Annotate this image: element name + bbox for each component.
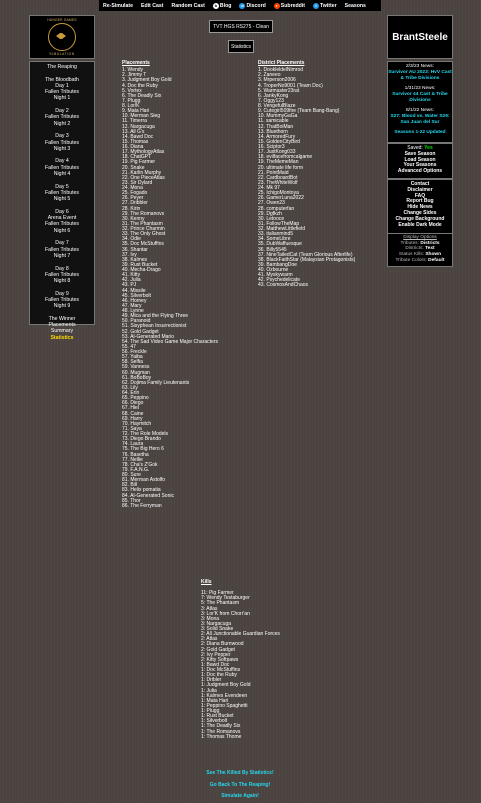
kill-item: 2: Kitty Softpaws bbox=[201, 656, 239, 663]
twitter-icon: t bbox=[313, 3, 319, 9]
district-placement-item: 6. JankyKong bbox=[258, 92, 289, 99]
placement-item: 1. Wendy bbox=[122, 67, 144, 74]
placement-item: 23. Sir Dylard bbox=[122, 179, 153, 186]
placement-item: 44. Missile bbox=[122, 287, 146, 294]
option-value: Districts bbox=[420, 240, 440, 246]
placement-item: 26. Peyer bbox=[122, 195, 144, 202]
nav-discord[interactable] bbox=[235, 3, 269, 9]
district-placement-item: 32. MatthewLittlefield bbox=[258, 226, 305, 232]
news-date-1: 2/3/23 News: bbox=[406, 64, 434, 69]
district-placement-item: 1. DookleldelNimrod bbox=[258, 67, 304, 74]
kill-item: 1: Mata Hari bbox=[201, 697, 229, 704]
reaping-nav-item[interactable]: Fallen Tributes bbox=[44, 89, 80, 96]
reaping-nav-item[interactable]: Night 2 bbox=[53, 120, 71, 127]
placement-item: 77. Nellie bbox=[122, 456, 143, 463]
option-key: Tributes: bbox=[400, 240, 419, 246]
reaping-current-statistics: Statistics bbox=[50, 334, 74, 341]
reaping-nav-item[interactable]: Fallen Tributes bbox=[44, 296, 80, 303]
blog-icon: b bbox=[214, 2, 218, 8]
placement-item: 28. Kirin bbox=[122, 205, 141, 212]
placement-item: 32. Prince Charmin bbox=[122, 226, 165, 232]
placement-item: 39. Rust Bucket bbox=[122, 261, 158, 268]
placement-item: 70. Haymitch bbox=[122, 420, 152, 427]
placement-item: 60. Mugman bbox=[122, 369, 150, 376]
killed-by-statistics-link[interactable]: See The Killed By Statistics! bbox=[206, 770, 274, 776]
nav-twitter[interactable] bbox=[309, 3, 341, 9]
nav-subreddit-label: Subreddit bbox=[280, 2, 305, 9]
reaping-nav-item[interactable]: Day 8 bbox=[55, 265, 69, 272]
kill-item: 1: Thomas Thome bbox=[201, 733, 242, 740]
placement-item: 16. Diana bbox=[122, 144, 144, 150]
placement-item: 56. Freckle bbox=[122, 349, 147, 355]
reaping-nav-item[interactable]: Day 7 bbox=[55, 240, 69, 247]
placement-item: 81. Merman Astolfo bbox=[122, 477, 166, 484]
placement-item: 15. Thomas bbox=[122, 138, 149, 145]
placement-item: 25. Fogado bbox=[122, 190, 148, 197]
kill-item: 2: Atlas bbox=[201, 636, 218, 643]
district-placement-item: 28. computerfan bbox=[258, 205, 295, 212]
display-options-box bbox=[387, 233, 453, 267]
kill-item: 2: Diana Burnwood bbox=[201, 641, 244, 648]
option-key: Status Kills: bbox=[398, 252, 424, 258]
placement-item: 85. Thor bbox=[122, 497, 141, 504]
reaping-nav-item[interactable]: Day 3 bbox=[55, 133, 69, 140]
district-placement-item: 30. Letooce bbox=[258, 215, 285, 222]
kill-item: 2: Gold Gadget bbox=[201, 646, 235, 653]
district-placement-item: 12. ThatBoiMan bbox=[258, 123, 294, 130]
display-option-row[interactable] bbox=[388, 258, 452, 264]
district-placement-item: 16. Sciptor3 bbox=[258, 144, 285, 150]
contact-box bbox=[387, 179, 453, 234]
reaping-nav-item[interactable]: Night 1 bbox=[53, 95, 71, 102]
district-placement-item: 2. Zaneeo bbox=[258, 72, 281, 79]
reaping-nav-item[interactable]: Fallen Tributes bbox=[44, 221, 80, 228]
district-placement-item: 39. BambangDoe bbox=[258, 261, 297, 268]
nav-seasons[interactable]: Seasons bbox=[344, 2, 366, 9]
top-nav bbox=[99, 0, 381, 11]
placement-item: 34. Odie bbox=[122, 236, 141, 243]
district-placement-item: 19. TheMemeMan bbox=[258, 159, 299, 166]
district-placement-item: 36. Billy5545 bbox=[258, 246, 287, 253]
placement-item: 22. One PieceAtlas bbox=[122, 174, 165, 181]
placement-item: 5. Vortex bbox=[122, 87, 142, 94]
placement-item: 7. Plugg bbox=[122, 97, 141, 104]
district-placement-item: 24. Mk 97 bbox=[258, 185, 280, 191]
reaping-nav-item[interactable]: Fallen Tributes bbox=[44, 164, 80, 171]
placement-item: 75. The Big Hero 6 bbox=[122, 446, 164, 453]
nav-edit-cast[interactable]: Edit Cast bbox=[140, 2, 164, 9]
placement-item: 47. Mary bbox=[122, 302, 142, 309]
reddit-icon: r bbox=[274, 3, 280, 9]
mockingjay-icon bbox=[48, 23, 76, 51]
disclaimer-link[interactable]: Disclaimer bbox=[407, 186, 433, 193]
nav-blog[interactable] bbox=[209, 3, 236, 9]
placement-item: 6. The Deadly Six bbox=[122, 92, 162, 99]
placement-item: 33. The Only Ghost bbox=[122, 231, 166, 238]
placement-item: 53. AI-Generated Mario bbox=[122, 333, 174, 340]
option-key: Districts: bbox=[405, 246, 424, 252]
kill-item: 2: All Junctionable Guardian Forces bbox=[201, 631, 280, 638]
district-placement-item: 42. Psychedelicate bbox=[258, 277, 300, 284]
district-placement-item: 38. BlackFaithStar (Malaysian Protagonists) bbox=[258, 256, 356, 263]
district-placement-item: 9. Cutegirl509fire (Team Bang-Bang) bbox=[258, 108, 340, 115]
placements-list bbox=[122, 61, 218, 509]
placement-item: 55. 47 bbox=[122, 343, 136, 350]
placements-heading: Placements bbox=[122, 60, 150, 66]
placement-item: 86. The Ferryman bbox=[122, 502, 162, 509]
placement-item: 66. Diego bbox=[122, 400, 144, 407]
placement-item: 76. Basetha bbox=[122, 451, 149, 458]
district-placement-item: 5. Warmaster23rat bbox=[258, 87, 300, 94]
placement-item: 84. AI-Generated Sonic bbox=[122, 492, 174, 499]
reaping-nav-item[interactable]: Fallen Tributes bbox=[44, 114, 80, 121]
district-placements-list bbox=[258, 61, 355, 289]
kill-item: 5: The Phantasm bbox=[201, 600, 239, 607]
placement-item: 46. Horney bbox=[122, 297, 147, 304]
kill-item: 1: Doc McStuffins bbox=[201, 667, 241, 673]
placement-item: 37. Ivy bbox=[122, 251, 137, 258]
placement-item: 57. Yaiba bbox=[122, 354, 143, 361]
reaping-nav-item[interactable]: The Bloodbath bbox=[45, 76, 79, 83]
placement-item: 49. Mica and the Flying Three bbox=[122, 313, 189, 320]
placement-item: 11. Timerra bbox=[122, 118, 147, 125]
reaping-nav-item[interactable]: Night 3 bbox=[53, 145, 71, 152]
kill-item: 1: The Romanovs bbox=[201, 728, 241, 735]
kill-item: 1: Dribler bbox=[201, 677, 222, 684]
reaping-nav-item[interactable]: Fallen Tributes bbox=[44, 189, 80, 196]
back-to-reaping-link[interactable]: Go Back To The Reaping! bbox=[209, 781, 271, 788]
reaping-nav-item[interactable]: Night 6 bbox=[53, 227, 71, 234]
placement-item: 29. The Romanovs bbox=[122, 210, 165, 217]
placement-item: 71. Saya bbox=[122, 425, 142, 432]
kill-item: 2: Ivy Pepper bbox=[201, 651, 231, 658]
statistics-button[interactable]: Statistics bbox=[228, 40, 254, 53]
placement-item: 40. Mecha-Drago bbox=[122, 267, 161, 273]
reaping-nav-item[interactable]: Fallen Tributes bbox=[44, 271, 80, 278]
reaping-nav-item[interactable]: Day 4 bbox=[55, 158, 69, 165]
district-placement-item: 11. samicable bbox=[258, 118, 289, 125]
reaping-nav-item[interactable]: Day 9 bbox=[55, 290, 69, 297]
placement-item: 58. Selfia bbox=[122, 359, 143, 366]
reaping-nav-item[interactable]: Day 2 bbox=[55, 108, 69, 115]
district-placement-item: 14. ArmoredFury bbox=[258, 133, 296, 140]
placement-item: 27. Dribbler bbox=[122, 200, 148, 207]
placement-item: 8. Lor/K bbox=[122, 103, 140, 109]
change-background-link[interactable]: Change Background bbox=[395, 215, 445, 222]
district-placement-item: 41. Myskywarm bbox=[258, 272, 293, 279]
placement-item: 4. Doc the Ruby bbox=[122, 82, 158, 89]
placement-item: 45. Silverbolt bbox=[122, 292, 151, 299]
placement-item: 30. Kenny bbox=[122, 215, 145, 222]
district-placements-heading: District Placements bbox=[258, 60, 305, 66]
logo-bottom-text: SIMULATION bbox=[49, 52, 75, 56]
reaping-nav-item[interactable]: Night 7 bbox=[53, 252, 71, 259]
reaping-nav-item[interactable]: Placements bbox=[48, 322, 76, 329]
district-placement-item: 21. PointMaid bbox=[258, 169, 289, 176]
placement-item: 68. Caine bbox=[122, 410, 144, 417]
placement-item: 36. Shantar bbox=[122, 246, 148, 253]
season-title: TVT HGS RS275 - Clean bbox=[209, 20, 273, 33]
kill-item: 1: Peppino Spaghetti bbox=[201, 702, 248, 709]
saved-value: Yes bbox=[424, 145, 433, 151]
placement-item: 21. Karlin Murphy bbox=[122, 169, 162, 176]
logo-top-text: HUNGER GAMES bbox=[47, 18, 77, 22]
display-options-title: Display Options bbox=[403, 235, 437, 240]
news-link-1[interactable]: Survivor AU 2023: HvV Cast & Tribe Divisions bbox=[388, 70, 452, 81]
kill-item: 1: Doc the Ruby bbox=[201, 672, 237, 679]
district-placement-item: 8. VengefulBlaze bbox=[258, 103, 296, 109]
kill-item: 1: Bawd Doc bbox=[201, 661, 230, 668]
placement-item: 64. Erin bbox=[122, 390, 140, 396]
placement-item: 18. ChatGPT bbox=[122, 154, 152, 161]
district-placement-item: 3. Mrperson2006 bbox=[258, 77, 296, 84]
saved-box bbox=[387, 143, 453, 179]
kill-item: 3: Atlas bbox=[201, 605, 218, 612]
placement-item: 61. BoBoBoy bbox=[122, 374, 152, 381]
placement-item: 51. Sisyphean Insurrectionist bbox=[122, 323, 187, 330]
report-bug-link[interactable]: Report Bug bbox=[406, 198, 434, 205]
kill-item: 1: The Deadly Six bbox=[201, 723, 241, 730]
reaping-title[interactable]: The Reaping bbox=[47, 64, 77, 70]
option-value: Shown bbox=[425, 252, 442, 258]
nav-discord-label: Discord bbox=[246, 2, 266, 9]
reaping-nav-item[interactable]: Night 8 bbox=[53, 278, 71, 285]
placement-item: 48. Lynne bbox=[122, 308, 144, 314]
your-seasons-button[interactable]: Your Seasons bbox=[403, 162, 437, 169]
placement-item: 35. Doc McStuffins bbox=[122, 241, 164, 248]
placement-item: 67. Hiel bbox=[122, 405, 139, 412]
reaping-nav bbox=[29, 61, 95, 341]
district-placement-item: 29. Dgfkzh bbox=[258, 210, 282, 217]
contact-link[interactable]: Contact bbox=[410, 181, 430, 187]
district-placement-item: 22. CardboardBot bbox=[258, 174, 298, 181]
placement-item: 10. Merman Sieg bbox=[122, 113, 161, 120]
placement-item: 14. Bawd Doc bbox=[122, 133, 154, 140]
kill-item: 7: Wendy Testaburger bbox=[201, 595, 250, 602]
news-link-3[interactable]: S27: Blood vs. Water S29: San Juan del Sur bbox=[390, 114, 450, 125]
district-placement-item: 35. DubWaffuesque bbox=[258, 241, 302, 248]
nav-resimulate[interactable]: Re-Simulate bbox=[103, 2, 133, 9]
advanced-options-button[interactable]: Advanced Options bbox=[397, 168, 443, 175]
news-date-3: 8/1/22 News: bbox=[406, 108, 434, 113]
placement-item: 24. Mona bbox=[122, 185, 143, 191]
brand-logo[interactable]: BrantSteele bbox=[387, 15, 453, 59]
district-placement-item: 40. Ozbourne bbox=[258, 267, 289, 273]
placement-item: 17. MythologyAtlas bbox=[122, 149, 165, 156]
news-date-2: 1/31/23 News: bbox=[404, 86, 436, 91]
reaping-nav-item[interactable]: Summary bbox=[50, 328, 74, 335]
nav-twitter-label: Twitter bbox=[319, 2, 337, 9]
kills-list bbox=[201, 580, 280, 740]
news-link-2[interactable]: Survivor 44 Cast & Tribe Divisions bbox=[392, 92, 448, 103]
kill-item: 11: Pig Farmer bbox=[201, 590, 234, 597]
district-placement-item: 18. evilfacefromcalgame bbox=[258, 154, 313, 161]
kill-item: 1: Julia bbox=[201, 687, 217, 694]
bottom-links bbox=[200, 768, 280, 803]
placement-item: 69. Harry bbox=[122, 415, 143, 422]
reaping-nav-item[interactable]: Night 4 bbox=[53, 171, 71, 178]
reaping-nav-item[interactable]: The Winner bbox=[48, 315, 76, 322]
simulator-logo[interactable] bbox=[29, 15, 95, 59]
nav-blog-label: Blog bbox=[219, 2, 232, 9]
news-box bbox=[387, 61, 453, 143]
district-placement-item: 43. CosmosAndChaos bbox=[258, 282, 309, 289]
placement-item: 19. Pig Farmer bbox=[122, 159, 156, 166]
placement-item: 42. Julia bbox=[122, 277, 141, 284]
news-seasons-updated[interactable]: Seasons 1-22 Updated bbox=[394, 130, 446, 135]
placement-item: 12. Nargacuga bbox=[122, 123, 155, 130]
district-placement-item: 7. Oggy123 bbox=[258, 97, 284, 104]
nav-random-cast[interactable]: Random Cast bbox=[171, 2, 205, 9]
placement-item: 74. Laura bbox=[122, 441, 144, 448]
reaping-nav-item[interactable]: Night 9 bbox=[53, 303, 71, 310]
placement-item: 80. Sure bbox=[122, 472, 141, 478]
kill-item: 3: Lor'K from Chorr'an bbox=[201, 610, 250, 617]
load-season-button[interactable]: Load Season bbox=[404, 156, 436, 163]
placement-item: 54. The Sad Video Game Major Characters bbox=[122, 338, 218, 345]
placement-item: 41. Kitty bbox=[122, 272, 141, 279]
district-placement-item: 26. GamerLuna2022 bbox=[258, 195, 304, 202]
save-season-button[interactable]: Save Season bbox=[404, 150, 436, 157]
placement-item: 78. Cha's Z'Gok bbox=[122, 461, 158, 468]
kill-item: 1: Judgment Boy Gold bbox=[201, 682, 251, 689]
placement-item: 2. Jimmy T bbox=[122, 72, 147, 79]
faq-link[interactable]: FAQ bbox=[414, 192, 426, 199]
option-value: Text bbox=[425, 246, 435, 252]
option-value: Default bbox=[428, 257, 445, 263]
placement-item: 31. The Phantasm bbox=[122, 220, 163, 227]
kills-heading: Kills bbox=[201, 579, 212, 585]
kill-item: 3: Solid Snake bbox=[201, 626, 234, 632]
district-placement-item: 33. italianmind5 bbox=[258, 231, 294, 238]
district-placement-item: 17. JustKong033 bbox=[258, 149, 296, 156]
district-placement-item: 27. Owen23 bbox=[258, 200, 285, 207]
district-placement-item: 4. TroperNo9001 (Team Doc) bbox=[258, 82, 323, 89]
placement-item: 59. Vanness bbox=[122, 364, 150, 371]
district-placement-item: 34. SomeLibre bbox=[258, 236, 291, 243]
enable-dark-mode-link[interactable]: Enable Dark Mode bbox=[398, 221, 442, 228]
reaping-nav-item[interactable]: Fallen Tributes bbox=[44, 246, 80, 253]
placement-item: 79. F.A.N.G. bbox=[122, 466, 150, 473]
change-sides-link[interactable]: Change Sides bbox=[403, 209, 437, 216]
district-placement-item: 13. Bluethorn bbox=[258, 128, 288, 135]
placement-item: 65. Peppino bbox=[122, 395, 149, 402]
district-placement-item: 10. MummyGaGa bbox=[258, 113, 298, 120]
hide-news-link[interactable]: Hide News bbox=[407, 204, 433, 211]
option-key: Tribute Colors: bbox=[395, 257, 427, 263]
kill-item: 3: Nargacuga bbox=[201, 620, 232, 627]
kill-item: 1: Kalmes Evendeen bbox=[201, 692, 248, 699]
district-placement-item: 25. IchigoMontoya bbox=[258, 190, 299, 197]
saved-label: Saved: bbox=[407, 145, 423, 151]
reaping-nav-item[interactable]: Night 5 bbox=[53, 196, 71, 203]
placement-item: 13. All G's bbox=[122, 128, 145, 135]
district-placement-item: 23. TheWhiteWolf bbox=[258, 179, 298, 186]
district-placement-item: 15. GoldenCityBird bbox=[258, 138, 300, 145]
district-placement-item: 20. ultimate life form bbox=[258, 164, 304, 171]
reaping-nav-item[interactable]: Day 1 bbox=[55, 82, 69, 89]
discord-icon: d bbox=[241, 2, 244, 8]
placement-item: 63. Lily bbox=[122, 384, 138, 391]
nav-subreddit[interactable] bbox=[270, 3, 309, 9]
kill-item: 1: Rust Bucket bbox=[201, 713, 234, 720]
kill-item: 1: Plugg bbox=[201, 708, 220, 714]
reaping-nav-item[interactable]: Arena Event bbox=[47, 215, 77, 222]
simulate-again-link[interactable]: Simulate Again! bbox=[221, 793, 259, 800]
placement-item: 3. Judgment Boy Gold bbox=[122, 77, 172, 84]
reaping-nav-item[interactable]: Day 6 bbox=[55, 208, 69, 215]
placement-item: 52. Gold Gadget bbox=[122, 328, 159, 335]
kill-item: 1: Silverbolt bbox=[201, 718, 228, 725]
kill-item: 3: Mona bbox=[201, 615, 220, 622]
placement-item: 43. PJ bbox=[122, 282, 137, 289]
district-placement-item: 31. FollowTheMap bbox=[258, 220, 300, 227]
placement-item: 20. Snake bbox=[122, 164, 145, 171]
reaping-nav-item[interactable]: Day 5 bbox=[55, 183, 69, 190]
placement-item: 9. Mata Hari bbox=[122, 108, 150, 115]
placement-item: 50. Paranoid bbox=[122, 318, 151, 325]
placement-item: 73. Diego Brando bbox=[122, 436, 161, 443]
placement-item: 72. The Role Models bbox=[122, 431, 169, 437]
placement-item: 38. Kalmes bbox=[122, 256, 148, 263]
placement-item: 62. Dojima Family Lieutenants bbox=[122, 379, 190, 386]
placement-item: 83. Helix pomatia bbox=[122, 487, 161, 494]
district-placement-item: 37. NineTailedCat (Team Glorious Afterlife) bbox=[258, 251, 353, 258]
placement-item: 82. Bill bbox=[122, 482, 138, 489]
reaping-nav-item[interactable]: Fallen Tributes bbox=[44, 139, 80, 146]
